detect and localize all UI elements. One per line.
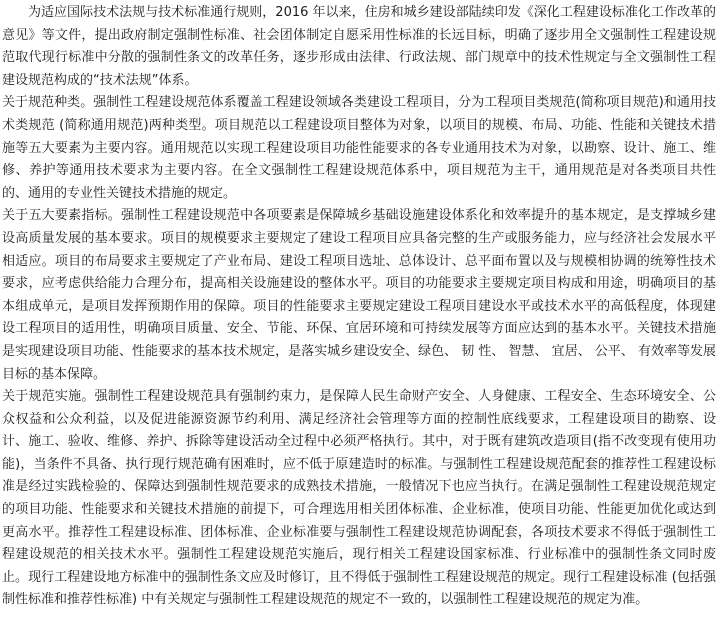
paragraph-five-elements: 关于五大要素指标。强制性工程建设规范中各项要素是保障城乡基础设施建设体系化和效率提升的基本规定，是支撑城乡建设高质量发展的基本要求。项目的规模要求主要规定了建设工程项目应具备完整的生产或服务能力，应与经济社会发展水平相适应。项目的布局要求主要规定了产业布局、建设工程项目选址、总体设计、总平面布置以及与规模相协调的统筹性技术要求，应考虑供给能力合理分布，提高相关设施建设的整体水平。项目的功能要求主要规定项目构成和用途，明确项目的基本组成单元，是项目发挥预期作用的保障。项目的性能要求主要规定建设工程项目建设水平或技术水平的高低程度，体现建设工程项目的适用性，明确项目质量、安全、节能、环保、宜居环境和可持续发展等方面应达到的基本水平。关键技术措施是实现建设项目功能、性能要求的基本技术规定，是落实城乡建设安全、绿色、 韧 性、 智慧、 宜居、 公平、 有效率等发展目标的基本保障。 xyxy=(2,208,716,382)
paragraph-spec-implementation: 关于规范实施。强制性工程建设规范具有强制约束力，是保障人民生命财产安全、人身健康、工程安全、生态环境安全、公众权益和公众利益，以及促进能源资源节约利用、满足经济社会管理等方面的控制性底线要求，工程建设项目的勘察、设计、施工、验收、维修、养护、拆除等建设活动全过程中必须严格执行。其中，对于既有建筑改造项目(指不改变现有使用功能)，当条件不具备、执行现行规范确有困难时，应不低于原建造时的标准。与强制性工程建设规范配套的推荐性工程建设标准是经过实践检验的、保障达到强制性规范要求的成熟技术措施，一般情况下也应当执行。在满足强制性工程建设规范规定的项目功能、性能要求和关键技术措施的前提下，可合理选用相关团体标准、企业标准，使项目功能、性能更加优化或达到更高水平。推荐性工程建设标准、团体标准、企业标准要与强制性工程建设规范协调配套，各项技术要求不得低于强制性工程建设规范的相关技术水平。强制性工程建设规范实施后，现行相关工程建设国家标准、行业标准中的强制性条文同时废止。现行工程建设地方标准中的强制性条文应及时修订，且不得低于强制性工程建设规范的规定。现行工程建设标准 (包括强制性标准和推荐性标准) 中有关规定与强制性工程建设规范的规定不一致的，以强制性工程建设规范的规定为准。 xyxy=(2,389,716,608)
paragraph-intro: 为适应国际技术法规与技术标准通行规则，2016 年以来，住房和城乡建设部陆续印发《深化工程建设标准化工作改革的意见》等文件，提出政府制定强制性标准、社会团体制定自愿采用性标准的长远目标，明确了逐步用全文强制性工程建设规范取代现行标准中分散的强制性条文的改革任务，逐步形成由法律、行政法规、部门规章中的技术性规定与全文强制性工程建设规范构成的“技术法规”体系。 xyxy=(2,5,716,88)
paragraph-spec-types: 关于规范种类。强制性工程建设规范体系覆盖工程建设领域各类建设工程项目，分为工程项目类规范(简称项目规范)和通用技术类规范 (简称通用规范)两种类型。项目规范以工程建设项目整体为对象，以项目的规模、布局、功能、性能和关键技术措施等五大要素为主要内容。通用规范以实现工程建设项目功能性能要求的各专业通用技术为对象，以勘察、设计、施工、维修、养护等通用技术要求为主要内容。在全文强制性工程建设规范体系中，项目规范为主干，通用规范是对各类项目共性的、通用的专业性关键技术措施的规定。 xyxy=(2,95,716,201)
